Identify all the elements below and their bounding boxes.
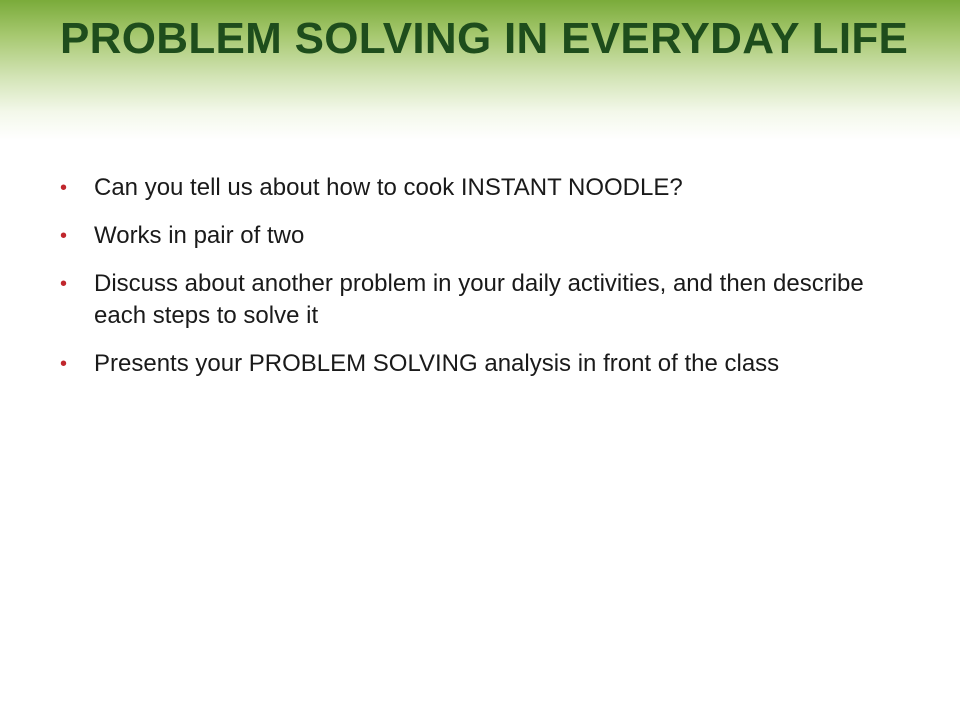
bullet-text: Works in pair of two [94,222,305,249]
bullet-text: Discuss about another problem in your daily activities, and then describe each steps to solve it [94,270,864,329]
bullet-marker-icon: • [60,225,68,247]
bullet-item [60,220,900,252]
bullet-item [60,172,900,204]
bullet-item [60,268,900,332]
bullet-marker-icon: • [60,177,68,199]
slide-title: PROBLEM SOLVING IN EVERYDAY LIFE [60,14,909,63]
bullet-marker-icon: • [60,353,68,375]
bullet-item [60,348,900,380]
bullet-text: Presents your PROBLEM SOLVING analysis in front of the class [94,350,780,377]
bullet-marker-icon: • [60,273,68,295]
bullet-list [60,172,900,396]
bullet-text: Can you tell us about how to cook INSTANT NOODLE? [94,174,683,201]
